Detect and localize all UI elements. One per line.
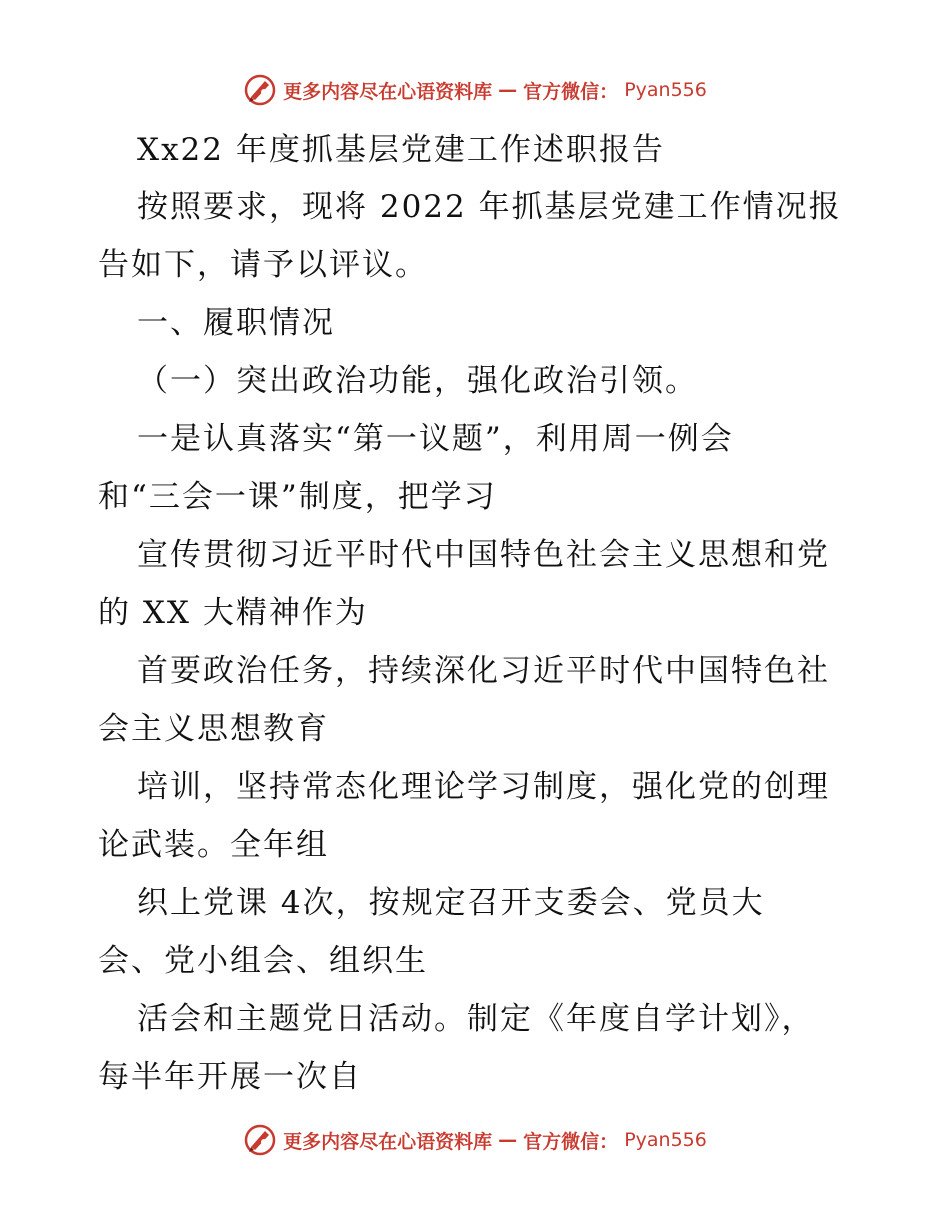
footer-watermark (0, 1120, 950, 1160)
text-line: 的 XX 大精神作为 (98, 595, 368, 631)
text-line: 按照要求，现将 2022 年抓基层党建工作情况报 (137, 189, 842, 225)
text-line: 织上党课 4次，按规定召开支委会、党员大 (137, 885, 765, 921)
text-line: 宣传贯彻习近平时代中国特色社会主义思想和党 (137, 537, 830, 573)
text-line: 会主义思想教育 (98, 711, 329, 747)
section-heading: 一、履职情况 (137, 305, 335, 341)
text-line: 每半年开展一次自 (98, 1059, 362, 1095)
watermark-wechat-label: 官方微信： (523, 1130, 619, 1153)
header-watermark (0, 70, 950, 110)
watermark-brand: 更多内容尽在心语资料库 (283, 80, 493, 103)
watermark-wechat-label: 官方微信： (523, 80, 619, 103)
pen-logo-icon (243, 73, 277, 107)
document-title: Xx22 年度抓基层党建工作述职报告 (137, 132, 665, 168)
pen-logo-icon (243, 1123, 277, 1157)
text-line: 一是认真落实“第一议题”，利用周一例会 (137, 421, 734, 457)
text-line: 和“三会一课”制度，把学习 (98, 479, 497, 515)
text-line: 活会和主题党日活动。制定《年度自学计划》， (137, 1001, 815, 1037)
text-line: 会、党小组会、组织生 (98, 943, 428, 979)
watermark-brand: 更多内容尽在心语资料库 (283, 1130, 493, 1153)
text-line: 论武装。全年组 (98, 827, 329, 863)
watermark (243, 73, 707, 107)
watermark-separator: — (498, 79, 518, 101)
watermark-account: Pyan556 (624, 1129, 707, 1151)
watermark (243, 1123, 707, 1157)
watermark-separator: — (498, 1129, 518, 1151)
watermark-account: Pyan556 (624, 79, 707, 101)
text-line: 告如下，请予以评议。 (98, 247, 428, 283)
text-line: 首要政治任务，持续深化习近平时代中国特色社 (137, 653, 830, 689)
subsection-heading: （一）突出政治功能，强化政治引领。 (137, 363, 698, 399)
text-line: 培训，坚持常态化理论学习制度，强化党的创理 (137, 769, 830, 805)
